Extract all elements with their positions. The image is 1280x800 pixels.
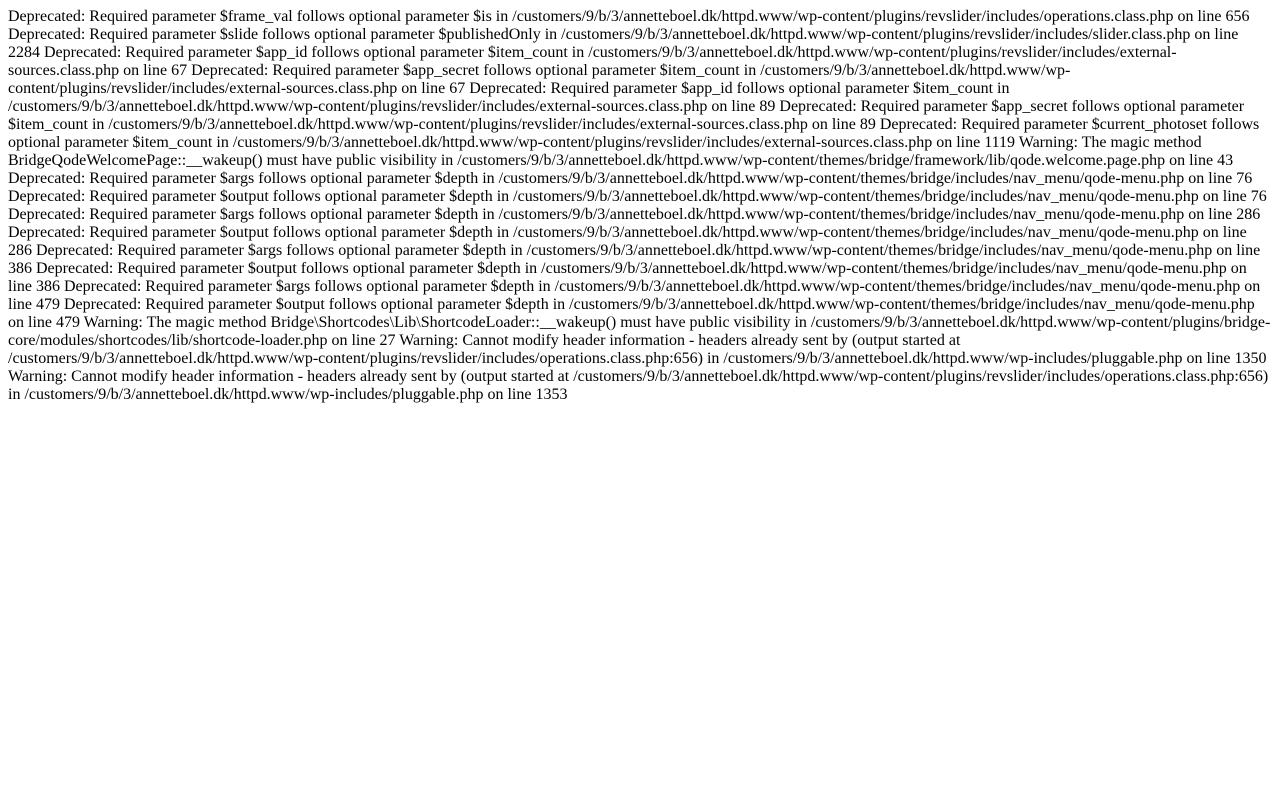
error-text: Required parameter $app_secret follows optional parameter $item_count in /customers/9/b/3/annetteboel.dk/httpd.www/wp-content/plugins/revslider/includes/external-sources.class.php on line 67: [8, 62, 1071, 97]
error-text: Required parameter $args follows optional parameter $depth in /customers/9/b/3/annetteboel.dk/httpd.www/wp-content/themes/bridge/includes/nav_menu/qode-menu.php on line 386: [8, 242, 1261, 277]
error-text: Required parameter $output follows optional parameter $depth in /customers/9/b/3/annetteboel.dk/httpd.www/wp-content/themes/bridge/includes/nav_menu/qode-menu.php on line 386: [8, 260, 1247, 295]
error-text: Required parameter $args follows optional parameter $depth in /customers/9/b/3/annetteboel.dk/httpd.www/wp-content/themes/bridge/includes/nav_menu/qode-menu.php on line 286: [89, 206, 1261, 223]
error-text: Required parameter $output follows optional parameter $depth in /customers/9/b/3/annetteboel.dk/httpd.www/wp-content/themes/bridge/includes/nav_menu/qode-menu.php on line 76: [89, 188, 1267, 205]
error-text: Required parameter $slide follows optional parameter $publishedOnly in /customers/9/b/3/annetteboel.dk/httpd.www/wp-content/plugins/revslider/includes/slider.class.php on line 2284: [8, 26, 1239, 61]
error-text: Required parameter $app_id follows optional parameter $item_count in /customers/9/b/3/annetteboel.dk/httpd.www/wp-content/plugins/revslider/includes/external-sources.class.php on line 67: [8, 44, 1177, 79]
error-text: Required parameter $output follows optional parameter $depth in /customers/9/b/3/annetteboel.dk/httpd.www/wp-content/themes/bridge/includes/nav_menu/qode-menu.php on line 479: [8, 296, 1255, 331]
error-type: Warning:: [1018, 134, 1082, 151]
error-message: [8, 8, 1249, 25]
error-text: Cannot modify header information - headers already sent by (output started at /customers/9/b/3/annetteboel.dk/httpd.www/wp-content/plugins/revslider/includes/operations.class.php:656) in /customers/9/b/3/annetteboel.dk/httpd.www/wp-includes/pluggable.php on line 1350: [8, 332, 1267, 367]
error-type: Deprecated:: [8, 170, 90, 187]
error-text: Required parameter $frame_val follows optional parameter $is in /customers/9/b/3/annetteboel.dk/httpd.www/wp-content/plugins/revslider/includes/operations.class.php on line 656: [89, 8, 1250, 25]
error-type: Deprecated:: [469, 80, 551, 97]
php-error-output: [8, 8, 1272, 404]
error-text: Required parameter $output follows optional parameter $depth in /customers/9/b/3/annetteboel.dk/httpd.www/wp-content/themes/bridge/includes/nav_menu/qode-menu.php on line 286: [8, 224, 1247, 259]
error-text: The magic method BridgeQodeWelcomePage::__wakeup() must have public visibility in /customers/9/b/3/annetteboel.dk/httpd.www/wp-content/themes/bridge/framework/lib/qode.welcome.page.php on line 43: [8, 134, 1234, 169]
error-type: Deprecated:: [64, 296, 146, 313]
error-type: Deprecated:: [8, 8, 90, 25]
error-message: [8, 206, 1260, 223]
error-type: Deprecated:: [779, 98, 861, 115]
error-type: Deprecated:: [36, 260, 118, 277]
error-type: Deprecated:: [44, 44, 126, 61]
error-type: Deprecated:: [8, 224, 90, 241]
error-text: Required parameter $args follows optional parameter $depth in /customers/9/b/3/annetteboel.dk/httpd.www/wp-content/themes/bridge/includes/nav_menu/qode-menu.php on line 479: [8, 278, 1261, 313]
error-type: Deprecated:: [64, 278, 146, 295]
error-text: Required parameter $args follows optional parameter $depth in /customers/9/b/3/annetteboel.dk/httpd.www/wp-content/themes/bridge/includes/nav_menu/qode-menu.php on line 76: [89, 170, 1253, 187]
error-type: Warning:: [83, 314, 147, 331]
error-type: Deprecated:: [8, 206, 90, 223]
error-type: Warning:: [8, 368, 72, 385]
error-text: The magic method Bridge\Shortcodes\Lib\ShortcodeLoader::__wakeup() must have public visibility in /customers/9/b/3/annetteboel.dk/httpd.www/wp-content/plugins/bridge-core/modules/shortcodes/lib/shortcode-loader.php on line 27: [8, 314, 1271, 349]
error-text: Cannot modify header information - headers already sent by (output started at /customers/9/b/3/annetteboel.dk/httpd.www/wp-content/plugins/revslider/includes/operations.class.php:656) in /customers/9/b/3/annetteboel.dk/httpd.www/wp-includes/pluggable.php on line 1353: [8, 368, 1269, 403]
error-text: Required parameter $app_id follows optional parameter $item_count in /customers/9/b/3/annetteboel.dk/httpd.www/wp-content/plugins/revslider/includes/external-sources.class.php on line 89: [8, 80, 1010, 115]
error-type: Deprecated:: [8, 188, 90, 205]
error-type: Deprecated:: [36, 242, 118, 259]
error-text: Required parameter $app_secret follows optional parameter $item_count in /customers/9/b/3/annetteboel.dk/httpd.www/wp-content/plugins/revslider/includes/external-sources.class.php on line 89: [8, 98, 1245, 133]
error-type: Deprecated:: [191, 62, 273, 79]
error-type: Deprecated:: [879, 116, 962, 133]
error-message: [8, 368, 1268, 403]
error-message: [8, 188, 1267, 205]
error-type: Deprecated:: [8, 26, 90, 43]
error-type: Warning:: [399, 332, 463, 349]
error-text: Required parameter $current_photoset follows optional parameter $item_count in /customers/9/b/3/annetteboel.dk/httpd.www/wp-content/plugins/revslider/includes/external-sources.class.php on line 1119: [8, 116, 1260, 151]
error-message: [8, 170, 1252, 187]
